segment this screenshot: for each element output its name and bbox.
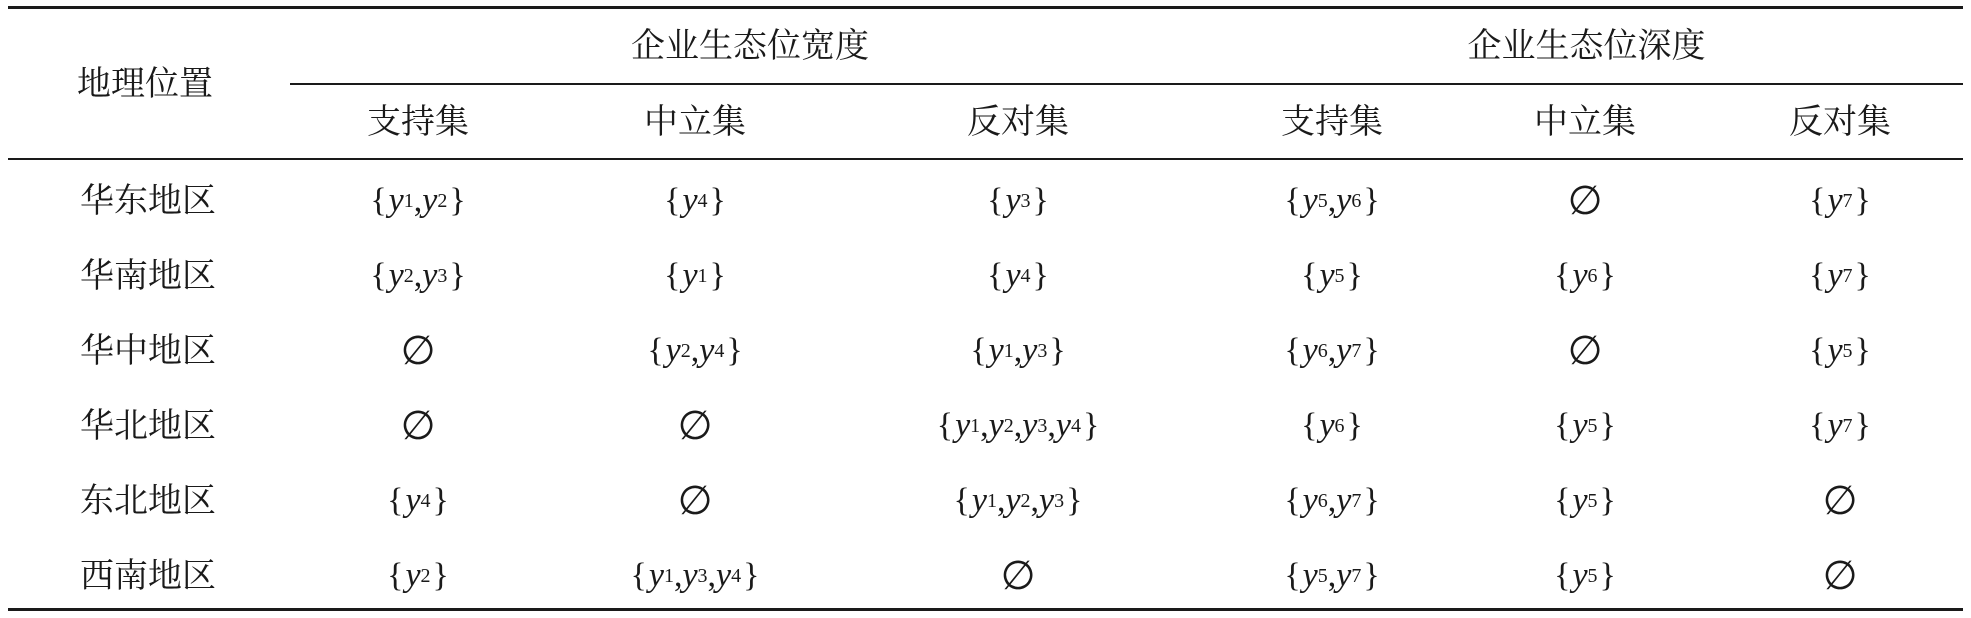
region-label: 华北地区 <box>80 406 216 446</box>
location-header: 地理位置 <box>77 63 213 104</box>
set-cell: { y 7 } <box>1809 182 1871 219</box>
set-cell: { y 1 } <box>664 257 726 294</box>
empty-set-cell <box>555 394 835 458</box>
empty-set-cell <box>555 469 835 533</box>
set-cell: { y 4 } <box>987 257 1049 294</box>
empty-set-symbol: ∅ <box>677 478 713 524</box>
group-underline <box>290 83 1963 85</box>
group-header-width: 企业生态位宽度 <box>631 26 869 66</box>
empty-set-symbol: ∅ <box>400 403 436 449</box>
set-cell: { y 1 , y 3 , y 4 } <box>630 557 760 594</box>
set-cell: { y 1 , y 2 } <box>370 182 466 219</box>
set-cell: { y 2 , y 3 } <box>370 257 466 294</box>
empty-set-cell <box>278 394 558 458</box>
subheader-1: 中立集 <box>644 102 746 142</box>
region-label: 西南地区 <box>80 556 216 596</box>
set-cell: { y 5 , y 7 } <box>1284 557 1380 594</box>
subheader-3: 支持集 <box>1281 102 1383 142</box>
empty-set-symbol: ∅ <box>677 403 713 449</box>
empty-set-cell <box>1700 544 1971 608</box>
set-cell: { y 2 , y 4 } <box>647 332 743 369</box>
subheader-5: 反对集 <box>1789 102 1891 142</box>
subheader-4: 中立集 <box>1534 102 1636 142</box>
region-label: 华中地区 <box>80 331 216 371</box>
set-cell: { y 6 , y 7 } <box>1284 332 1380 369</box>
empty-set-cell <box>878 544 1158 608</box>
set-cell: { y 5 } <box>1554 557 1616 594</box>
header-bottom-rule <box>8 158 1963 160</box>
subheader-0: 支持集 <box>367 102 469 142</box>
set-cell: { y 5 } <box>1301 257 1363 294</box>
empty-set-symbol: ∅ <box>1822 553 1858 599</box>
set-cell: { y 5 , y 6 } <box>1284 182 1380 219</box>
set-cell: { y 1 , y 2 , y 3 } <box>953 482 1083 519</box>
set-cell: { y 4 } <box>387 482 449 519</box>
bottom-rule <box>8 608 1963 611</box>
group-header-depth: 企业生态位深度 <box>1467 26 1706 66</box>
empty-set-symbol: ∅ <box>1000 553 1036 599</box>
set-cell: { y 7 } <box>1809 407 1871 444</box>
set-cell: { y 2 } <box>387 557 449 594</box>
set-cell: { y 6 , y 7 } <box>1284 482 1380 519</box>
empty-set-cell <box>278 319 558 383</box>
set-cell: { y 4 } <box>664 182 726 219</box>
subheader-2: 反对集 <box>967 102 1069 142</box>
empty-set-symbol: ∅ <box>400 328 436 374</box>
empty-set-symbol: ∅ <box>1822 478 1858 524</box>
empty-set-symbol: ∅ <box>1567 328 1603 374</box>
region-label: 华南地区 <box>80 256 216 296</box>
set-cell: { y 6 } <box>1554 257 1616 294</box>
set-cell: { y 7 } <box>1809 257 1871 294</box>
empty-set-symbol: ∅ <box>1567 178 1603 224</box>
set-cell: { y 1 , y 2 , y 3 , y 4 } <box>936 407 1100 444</box>
empty-set-cell <box>1445 169 1725 233</box>
set-cell: { y 5 } <box>1554 407 1616 444</box>
set-cell: { y 5 } <box>1809 332 1871 369</box>
empty-set-cell <box>1445 319 1725 383</box>
set-cell: { y 6 } <box>1301 407 1363 444</box>
set-cell: { y 3 } <box>987 182 1049 219</box>
empty-set-cell <box>1700 469 1971 533</box>
region-label: 东北地区 <box>80 481 216 521</box>
region-label: 华东地区 <box>80 181 216 221</box>
set-cell: { y 5 } <box>1554 482 1616 519</box>
set-cell: { y 1 , y 3 } <box>970 332 1066 369</box>
